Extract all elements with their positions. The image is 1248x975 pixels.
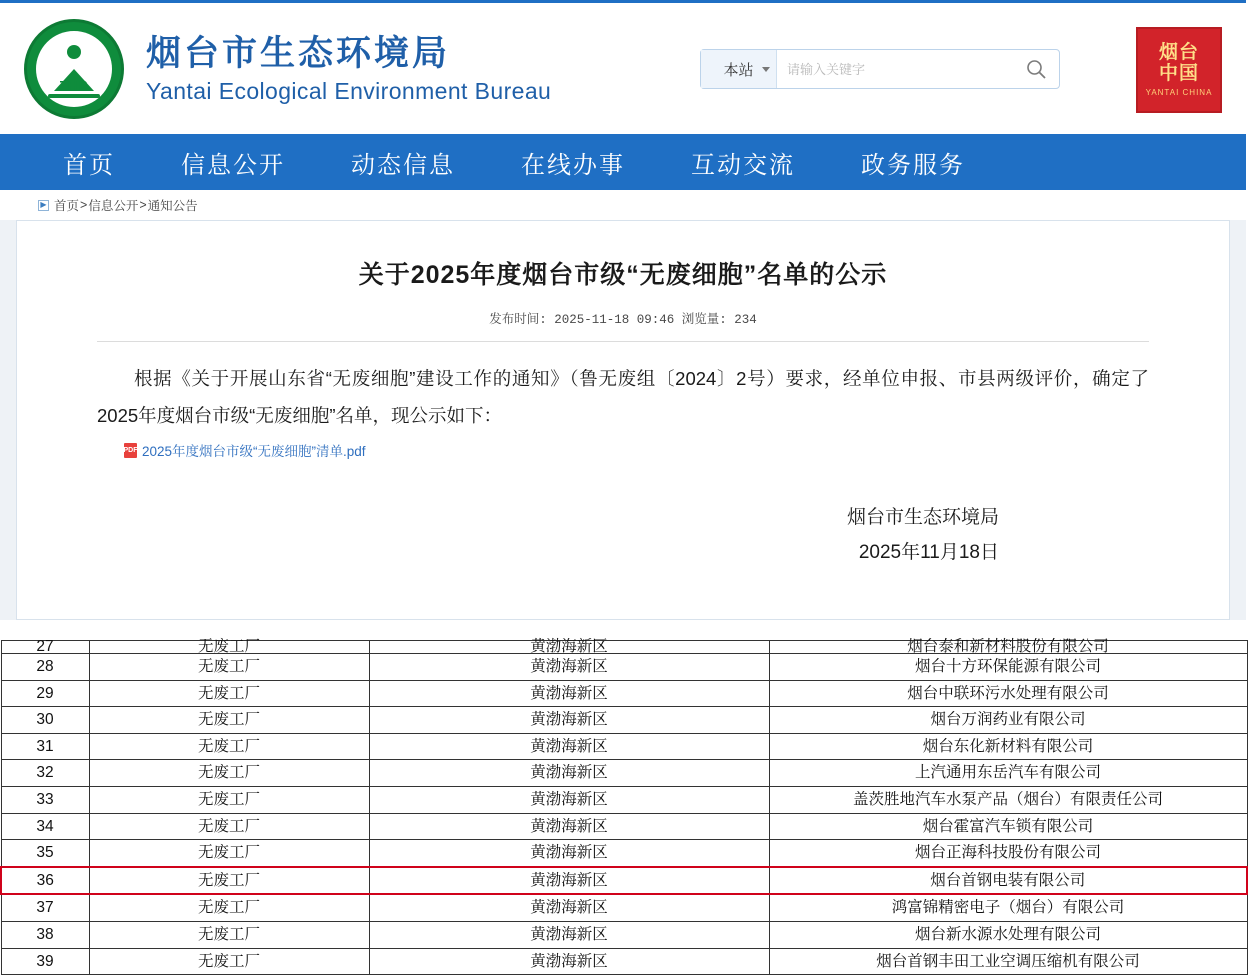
main-nav <box>0 134 1246 190</box>
badge-text-cn: 烟台 <box>1158 41 1199 63</box>
cell-name: 盖茨胜地汽车水泵产品（烟台）有限责任公司 <box>769 786 1247 813</box>
page-background <box>0 220 1246 620</box>
cell-area: 黄渤海新区 <box>369 733 769 760</box>
table-row <box>1 707 1247 734</box>
nav-item-services[interactable]: 政务服务 <box>861 151 965 179</box>
search-bar[interactable] <box>700 49 1060 89</box>
cell-no: 38 <box>1 921 89 948</box>
table-row <box>1 948 1247 975</box>
logo-water-icon <box>48 94 100 98</box>
waste-free-cell-table <box>0 638 1246 970</box>
breadcrumb-sep-1: > <box>80 198 88 212</box>
table-row <box>1 894 1247 921</box>
breadcrumb-home[interactable]: 首页 <box>54 199 80 213</box>
nav-item-dynamic[interactable]: 动态信息 <box>351 151 455 179</box>
article-signature <box>97 500 1149 570</box>
cell-type: 无废工厂 <box>89 840 369 867</box>
search-button[interactable] <box>1013 50 1059 88</box>
cell-type: 无废工厂 <box>89 707 369 734</box>
table-row <box>1 921 1247 948</box>
badge-text-cn2: 中国 <box>1158 62 1199 84</box>
search-scope-label: 本站 <box>723 61 754 79</box>
cell-name: 烟台霍富汽车锁有限公司 <box>769 813 1247 840</box>
table-row <box>1 641 1247 654</box>
table-row <box>1 680 1247 707</box>
table-row <box>1 813 1247 840</box>
pdf-icon: PDF <box>124 443 137 458</box>
nav-item-info[interactable]: 信息公开 <box>181 151 285 179</box>
cell-area: 黄渤海新区 <box>369 654 769 681</box>
cell-name: 烟台中联环污水处理有限公司 <box>769 680 1247 707</box>
cell-area: 黄渤海新区 <box>369 894 769 921</box>
cell-name: 烟台万润药业有限公司 <box>769 707 1247 734</box>
table-row <box>1 867 1247 895</box>
logo-emblem <box>36 31 112 107</box>
site-title-en: Yantai Ecological Environment Bureau <box>146 77 552 104</box>
cell-name: 烟台东化新材料有限公司 <box>769 733 1247 760</box>
cell-no: 32 <box>1 760 89 787</box>
logo-zhb-text: ZHB <box>59 77 89 93</box>
cell-area: 黄渤海新区 <box>369 786 769 813</box>
attachment-link[interactable]: 2025年度烟台市级“无废细胞”清单.pdf <box>142 444 366 459</box>
cell-name: 烟台泰和新材料股份有限公司 <box>769 641 1247 654</box>
article-divider <box>97 341 1149 342</box>
breadcrumb-arrow-icon: ▶ <box>38 200 49 211</box>
cell-area: 黄渤海新区 <box>369 867 769 895</box>
cell-area: 黄渤海新区 <box>369 707 769 734</box>
table-body <box>1 638 1247 975</box>
cell-type: 无废工厂 <box>89 654 369 681</box>
article-paragraph: 根据《关于开展山东省“无废细胞”建设工作的通知》（鲁无废组〔2024〕2号）要求，经单位申报、市县两级评价，确定了2025年度烟台市级“无废细胞”名单，现公示如下： <box>97 368 1149 426</box>
logo-sun-icon <box>67 45 81 59</box>
cell-type: 无废工厂 <box>89 894 369 921</box>
table-row <box>1 654 1247 681</box>
cell-type: 无废工厂 <box>89 760 369 787</box>
list-table <box>0 640 1248 975</box>
cell-name: 鸿富锦精密电子（烟台）有限公司 <box>769 894 1247 921</box>
site-title-cn: 烟台市生态环境局 <box>146 34 451 74</box>
cell-type: 无废工厂 <box>89 921 369 948</box>
nav-item-home[interactable]: 首页 <box>63 151 115 179</box>
cell-name: 烟台首钢丰田工业空调压缩机有限公司 <box>769 948 1247 975</box>
cell-no: 34 <box>1 813 89 840</box>
signature-date: 2025年11月18日 <box>858 542 999 564</box>
cell-no: 36 <box>1 867 89 895</box>
cell-type: 无废工厂 <box>89 813 369 840</box>
nav-item-online[interactable]: 在线办事 <box>521 151 625 179</box>
cell-type: 无废工厂 <box>89 867 369 895</box>
cell-area: 黄渤海新区 <box>369 840 769 867</box>
cell-name: 烟台正海科技股份有限公司 <box>769 840 1247 867</box>
cell-type: 无废工厂 <box>89 948 369 975</box>
cell-no: 28 <box>1 654 89 681</box>
article-card <box>16 220 1230 620</box>
cell-name: 上汽通用东岳汽车有限公司 <box>769 760 1247 787</box>
cell-name: 烟台新水源水处理有限公司 <box>769 921 1247 948</box>
cell-name: 烟台十方环保能源有限公司 <box>769 654 1247 681</box>
cell-no: 29 <box>1 680 89 707</box>
table-row <box>1 760 1247 787</box>
site-header <box>0 0 1246 134</box>
search-input[interactable] <box>777 51 1013 87</box>
table-row <box>1 840 1247 867</box>
cell-no: 27 <box>1 641 89 654</box>
cell-name: 烟台首钢电装有限公司 <box>769 867 1247 895</box>
breadcrumb-sep-2: > <box>139 198 147 212</box>
article-meta: 发布时间: 2025-11-18 09:46 浏览量: 234 <box>489 313 757 327</box>
breadcrumb <box>0 190 1246 220</box>
cell-no: 35 <box>1 840 89 867</box>
search-icon <box>1024 57 1048 81</box>
cell-type: 无废工厂 <box>89 786 369 813</box>
site-logo <box>24 19 124 119</box>
cell-area: 黄渤海新区 <box>369 641 769 654</box>
cell-area: 黄渤海新区 <box>369 813 769 840</box>
table-row <box>1 733 1247 760</box>
breadcrumb-level2[interactable]: 信息公开 <box>88 199 139 213</box>
search-scope-select[interactable] <box>701 50 777 88</box>
cell-area: 黄渤海新区 <box>369 760 769 787</box>
cell-no: 30 <box>1 707 89 734</box>
cell-area: 黄渤海新区 <box>369 921 769 948</box>
badge-text-en: YANTAI CHINA <box>1145 88 1213 98</box>
yantai-china-badge <box>1136 27 1222 113</box>
nav-item-interact[interactable]: 互动交流 <box>691 151 795 179</box>
chevron-down-icon <box>762 67 770 72</box>
cell-area: 黄渤海新区 <box>369 948 769 975</box>
attachment-row[interactable] <box>97 440 1149 460</box>
cell-no: 37 <box>1 894 89 921</box>
signature-org: 烟台市生态环境局 <box>846 507 999 528</box>
site-titles <box>146 32 551 105</box>
cell-no: 33 <box>1 786 89 813</box>
cell-type: 无废工厂 <box>89 680 369 707</box>
cell-type: 无废工厂 <box>89 641 369 654</box>
table-row <box>1 786 1247 813</box>
cell-no: 39 <box>1 948 89 975</box>
header-inner <box>0 3 1246 134</box>
page-title: 关于2025年度烟台市级“无废细胞”名单的公示 <box>358 261 888 289</box>
cell-area: 黄渤海新区 <box>369 680 769 707</box>
cell-type: 无废工厂 <box>89 733 369 760</box>
cell-no: 31 <box>1 733 89 760</box>
breadcrumb-level3[interactable]: 通知公告 <box>147 199 198 213</box>
